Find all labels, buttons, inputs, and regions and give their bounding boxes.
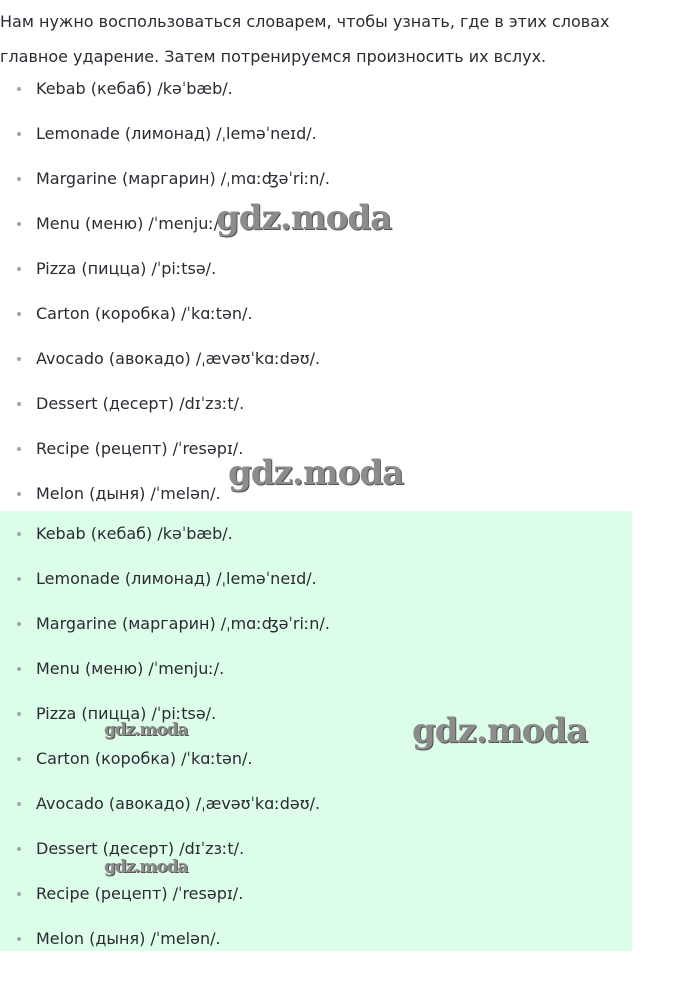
list-item: [0, 601, 330, 646]
word-entry: Margarine (маргарин) /ˌmɑːʤəˈriːn/.: [36, 169, 330, 188]
exercise-word-list: [0, 66, 330, 516]
bullet-icon: [17, 577, 21, 581]
bullet-icon: [17, 402, 21, 406]
bullet-icon: [17, 447, 21, 451]
bullet-icon: [17, 937, 21, 941]
word-entry: Dessert (десерт) /dɪˈzɜːt/.: [36, 394, 245, 413]
list-item: [0, 646, 330, 691]
list-item: [0, 111, 330, 156]
word-entry: Pizza (пицца) /ˈpiːtsə/.: [36, 704, 217, 723]
watermark-logo: gdz.moda: [104, 857, 188, 877]
bullet-icon: [17, 267, 21, 271]
word-entry: Avocado (авокадо) /ˌævəʊˈkɑːdəʊ/.: [36, 794, 321, 813]
list-item: [0, 336, 330, 381]
bullet-icon: [17, 667, 21, 671]
list-item: [0, 691, 330, 736]
word-entry: Margarine (маргарин) /ˌmɑːʤəˈriːn/.: [36, 614, 330, 633]
word-entry: Menu (меню) /ˈmenjuː/.: [36, 214, 225, 233]
bullet-icon: [17, 357, 21, 361]
list-item: [0, 381, 330, 426]
list-item: [0, 246, 330, 291]
watermark-logo: gdz.moda: [216, 198, 392, 238]
list-item: [0, 871, 330, 916]
list-item: [0, 471, 330, 516]
list-item: [0, 426, 330, 471]
list-item: [0, 916, 330, 961]
bullet-icon: [17, 802, 21, 806]
bullet-icon: [17, 222, 21, 226]
bullet-icon: [17, 757, 21, 761]
list-item: [0, 66, 330, 111]
list-item: [0, 511, 330, 556]
word-entry: Lemonade (лимонад) /ˌleməˈneɪd/.: [36, 124, 317, 143]
word-entry: Kebab (кебаб) /kəˈbæb/.: [36, 524, 233, 543]
word-entry: Pizza (пицца) /ˈpiːtsə/.: [36, 259, 217, 278]
list-item: [0, 556, 330, 601]
bullet-icon: [17, 532, 21, 536]
list-item: [0, 736, 330, 781]
bullet-icon: [17, 132, 21, 136]
list-item: [0, 291, 330, 336]
intro-text: Нам нужно воспользоваться словарем, чтобы узнать, где в этих словах главное ударение. Затем потренируемся произносить их вслух.: [0, 12, 610, 66]
bullet-icon: [17, 892, 21, 896]
word-entry: Menu (меню) /ˈmenjuː/.: [36, 659, 225, 678]
word-entry: Melon (дыня) /ˈmelən/.: [36, 929, 221, 948]
word-entry: Carton (коробка) /ˈkɑːtən/.: [36, 749, 253, 768]
word-entry: Avocado (авокадо) /ˌævəʊˈkɑːdəʊ/.: [36, 349, 321, 368]
word-entry: Recipe (рецепт) /ˈresəpɪ/.: [36, 439, 244, 458]
word-entry: Kebab (кебаб) /kəˈbæb/.: [36, 79, 233, 98]
bullet-icon: [17, 312, 21, 316]
watermark-logo: gdz.moda: [104, 720, 188, 740]
list-item: [0, 826, 330, 871]
bullet-icon: [17, 87, 21, 91]
bullet-icon: [17, 622, 21, 626]
bullet-icon: [17, 492, 21, 496]
word-entry: Lemonade (лимонад) /ˌleməˈneɪd/.: [36, 569, 317, 588]
bullet-icon: [17, 847, 21, 851]
bullet-icon: [17, 177, 21, 181]
bullet-icon: [17, 712, 21, 716]
answer-word-list: [0, 511, 330, 961]
list-item: [0, 201, 330, 246]
list-item: [0, 156, 330, 201]
watermark-logo: gdz.moda: [412, 711, 588, 751]
word-entry: Melon (дыня) /ˈmelən/.: [36, 484, 221, 503]
word-entry: Carton (коробка) /ˈkɑːtən/.: [36, 304, 253, 323]
list-item: [0, 781, 330, 826]
word-entry: Dessert (десерт) /dɪˈzɜːt/.: [36, 839, 245, 858]
word-entry: Recipe (рецепт) /ˈresəpɪ/.: [36, 884, 244, 903]
watermark-logo: gdz.moda: [228, 453, 404, 493]
